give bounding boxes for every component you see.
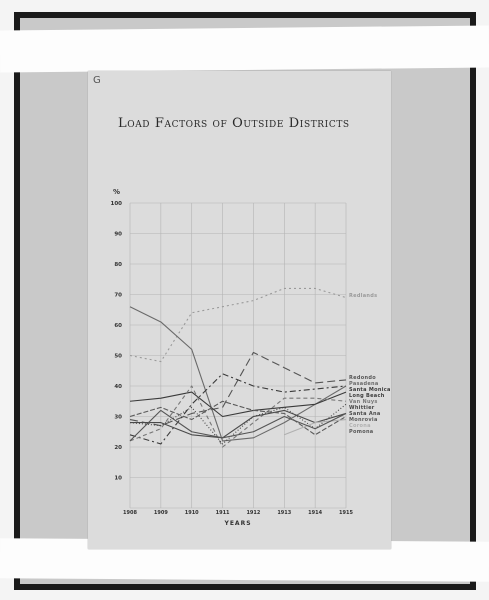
series-label: Pasadena bbox=[349, 381, 379, 387]
x-tick-label: 1910 bbox=[184, 510, 199, 516]
y-tick-labels bbox=[111, 201, 123, 482]
x-tick-label: 1909 bbox=[153, 510, 168, 516]
x-tick-label: 1914 bbox=[308, 510, 323, 516]
y-tick-label: 20 bbox=[114, 445, 122, 451]
chart-grid bbox=[130, 203, 346, 508]
y-tick-label: 10 bbox=[114, 475, 122, 482]
x-tick-label: 1915 bbox=[339, 510, 353, 516]
x-tick-labels bbox=[123, 510, 353, 516]
series-line bbox=[130, 307, 346, 441]
x-axis-title: Years bbox=[224, 520, 252, 527]
x-tick-label: 1908 bbox=[123, 510, 137, 516]
series-label: Whittier bbox=[349, 405, 375, 411]
series-label: Corona bbox=[349, 423, 371, 429]
series-label: Long Beach bbox=[349, 393, 385, 399]
y-tick-label: 60 bbox=[114, 323, 122, 329]
series-label: Redondo bbox=[349, 375, 376, 381]
x-tick-label: 1912 bbox=[246, 510, 261, 516]
series-line bbox=[130, 404, 346, 444]
series-label: Pomona bbox=[349, 429, 374, 435]
series-lines bbox=[130, 288, 346, 447]
y-tick-label: 80 bbox=[114, 262, 122, 268]
series-label: Santa Monica bbox=[349, 387, 391, 393]
y-tick-label: 50 bbox=[114, 353, 122, 360]
series-label: Van Nuys bbox=[349, 399, 378, 405]
series-label: Santa Ana bbox=[349, 411, 381, 417]
y-tick-label: 100 bbox=[110, 201, 122, 207]
y-tick-label: 70 bbox=[114, 292, 122, 299]
y-tick-label: 30 bbox=[114, 414, 122, 421]
series-label: Redlands bbox=[349, 293, 378, 299]
corner-mark: G bbox=[93, 75, 101, 86]
y-tick-label: 90 bbox=[114, 231, 122, 238]
x-tick-label: 1913 bbox=[277, 510, 292, 516]
series-labels bbox=[349, 293, 391, 435]
series-label: Monrovia bbox=[349, 417, 378, 423]
chart-title: Load Factors of Outside Districts bbox=[118, 116, 350, 131]
series-line bbox=[130, 392, 346, 416]
x-tick-label: 1911 bbox=[215, 510, 230, 516]
y-axis-unit: % bbox=[113, 188, 121, 196]
y-tick-label: 40 bbox=[114, 384, 122, 390]
